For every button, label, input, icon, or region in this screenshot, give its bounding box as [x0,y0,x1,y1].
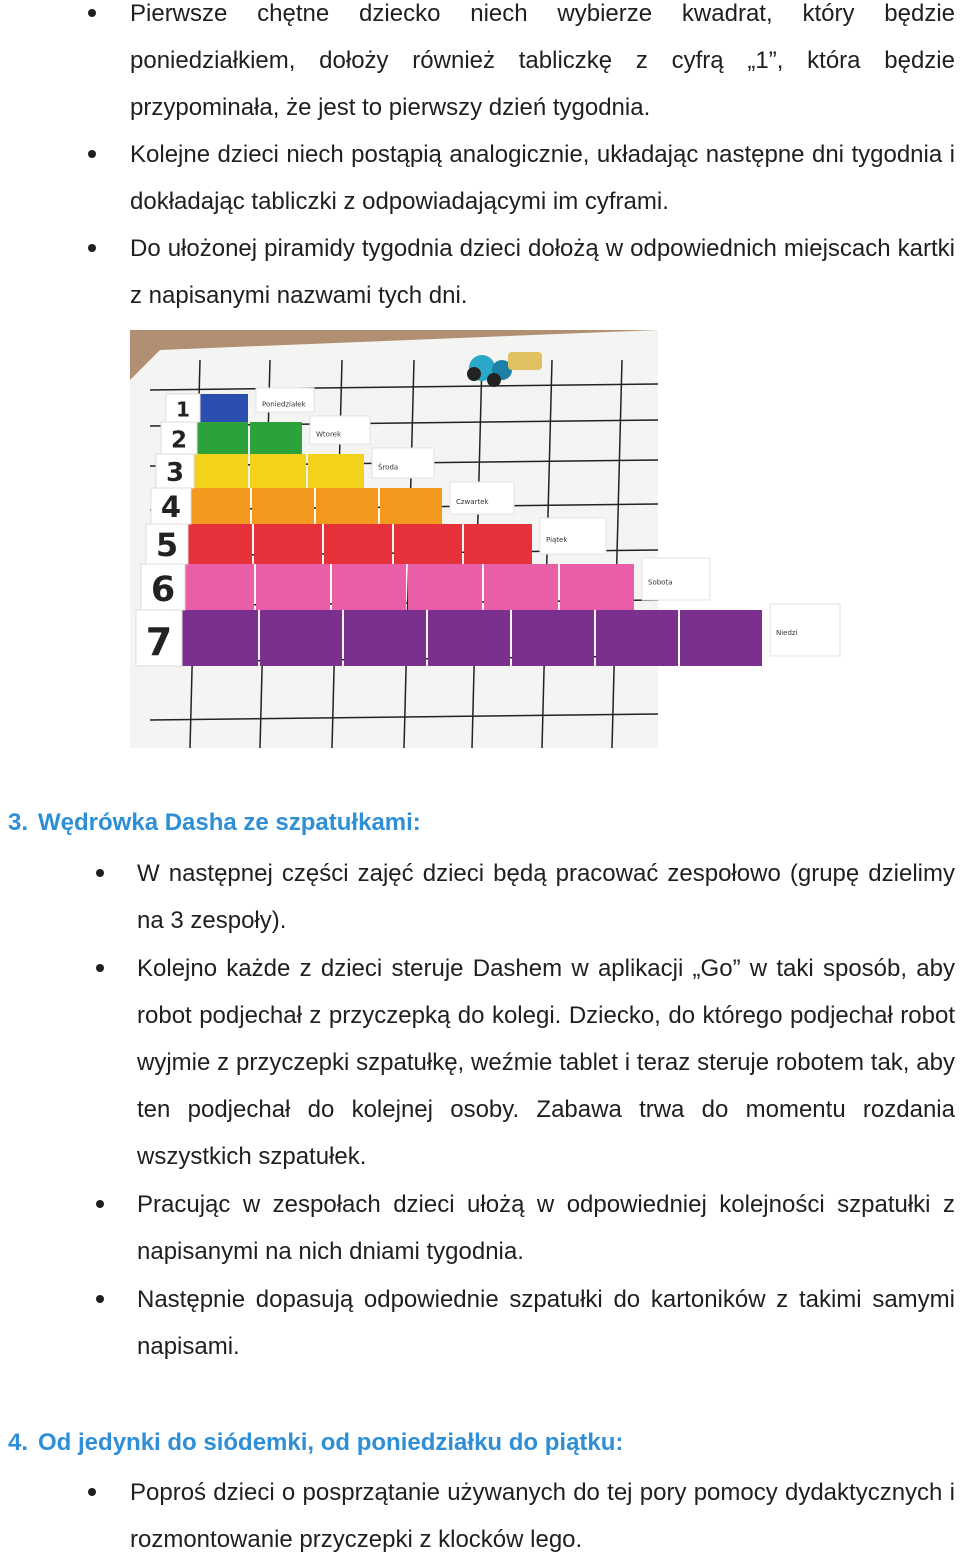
color-square [184,524,252,564]
color-square [512,610,594,666]
list-item-text: Pracując w zespołach dzieci ułożą w odpowiedniej kolejności szpatułki z napisanymi na nich dniami tygodnia. [137,1191,955,1265]
list-item-text: Następnie dopasują odpowiednie szpatułki do kartoników z takimi samymi napisami. [137,1286,955,1360]
color-square [254,524,322,564]
section-title: Wędrówka Dasha ze szpatułkami: [38,809,421,836]
list-item-text: Kolejno każde z dzieci steruje Dashem w aplikacji „Go” w taki sposób, aby robot podjechał z przyczepką do kolegi. Dziecko, do którego podjechał robot wyjmie z przyczepki szpatułkę, weźmie tablet i teraz steruje robotem tak, aby ten podjechał do kolejnej osoby. Zabawa trwa do momentu rozdania wszystkich szpatułek. [137,955,955,1170]
day-card [256,388,314,412]
section-number: 3. [8,809,29,836]
number-card-label: 6 [150,569,176,610]
number-card [141,564,185,610]
list-item [0,1276,960,1370]
color-square [324,524,392,564]
day-card-label: Wtorek [316,430,342,439]
list-item-text: Pierwsze chętne dziecko niech wybierze kwadrat, który będzie poniedziałkiem, dołoży również tabliczkę z cyfrą „1”, która będzie przypominała, że jest to pierwszy dzień tygodnia. [130,0,955,121]
number-card [146,524,188,564]
color-square [596,610,678,666]
photo-drawing [130,330,798,748]
list-item [0,0,960,131]
list-item-text: W następnej części zajęć dzieci będą pracować zespołowo (grupę dzielimy na 3 zespoły). [137,860,955,934]
number-card-label: 4 [160,489,182,524]
color-square [680,610,762,666]
section-3-heading [8,808,421,838]
color-square [250,422,302,454]
bullet-icon [88,1488,96,1496]
color-square [260,610,342,666]
bullet-icon [96,964,104,972]
section-number: 4. [8,1429,29,1456]
color-square [252,488,314,524]
list-item-text: Do ułożonej piramidy tygodnia dzieci dołożą w odpowiednich miejscach kartki z napisanymi nazwami tych dni. [130,235,955,309]
color-square [250,454,306,488]
color-square [380,488,442,524]
number-card [166,394,200,422]
bullet-icon [96,1200,104,1208]
number-card [151,488,191,524]
day-card-label: Poniedziałek [262,400,306,409]
section-title: Od jedynki do siódemki, od poniedziałku do piątku: [38,1429,624,1456]
color-square [464,524,532,564]
color-square [408,564,482,610]
list-item [0,1469,960,1563]
list-item [0,945,960,1180]
day-card [372,448,434,478]
day-card [540,518,606,554]
number-card-label: 7 [145,619,173,664]
number-card-label: 5 [155,526,179,564]
number-card-label: 3 [165,458,185,489]
week-pyramid-photo [130,330,798,748]
bullet-icon [96,1295,104,1303]
section-4-heading [8,1428,623,1458]
color-square [308,454,364,488]
day-card-label: Czwartek [456,498,489,507]
number-card [161,422,197,454]
color-square [560,564,634,610]
bullet-icon [88,9,96,17]
day-card-label: Sobota [648,578,673,587]
color-square [428,610,510,666]
color-square [394,524,462,564]
color-square [196,422,248,454]
intro-list [0,0,960,319]
color-square [332,564,406,610]
bullet-icon [88,244,96,252]
list-item [0,131,960,225]
list-item-text: Kolejne dzieci niech postąpią analogicznie, układając następne dni tygodnia i dokładając tabliczki z odpowiadającymi im cyframi. [130,141,955,215]
color-square [316,488,378,524]
day-card [450,482,514,514]
color-square [344,610,426,666]
color-square [180,564,254,610]
number-card-label: 1 [176,397,190,422]
list-item [0,850,960,944]
color-square [188,488,250,524]
number-card-label: 2 [170,427,188,454]
day-card-label: Niedzi [776,629,798,638]
list-item [0,1181,960,1275]
number-card [156,454,194,488]
section-3-list [0,850,960,1371]
number-card [136,610,182,666]
color-square [256,564,330,610]
color-square [192,454,248,488]
section-4-list [0,1469,960,1563]
day-card [642,558,710,600]
day-card [310,416,370,444]
color-square [484,564,558,610]
bullet-icon [88,150,96,158]
day-card [770,604,840,656]
color-square [200,394,248,422]
list-item [0,225,960,319]
day-card-label: Środa [378,463,399,472]
list-item-text: Poproś dzieci o posprzątanie używanych do tej pory pomocy dydaktycznych i rozmontowanie przyczepki z klocków lego. [130,1479,955,1553]
bullet-icon [96,869,104,877]
color-square [176,610,258,666]
day-card-label: Piątek [546,536,568,544]
